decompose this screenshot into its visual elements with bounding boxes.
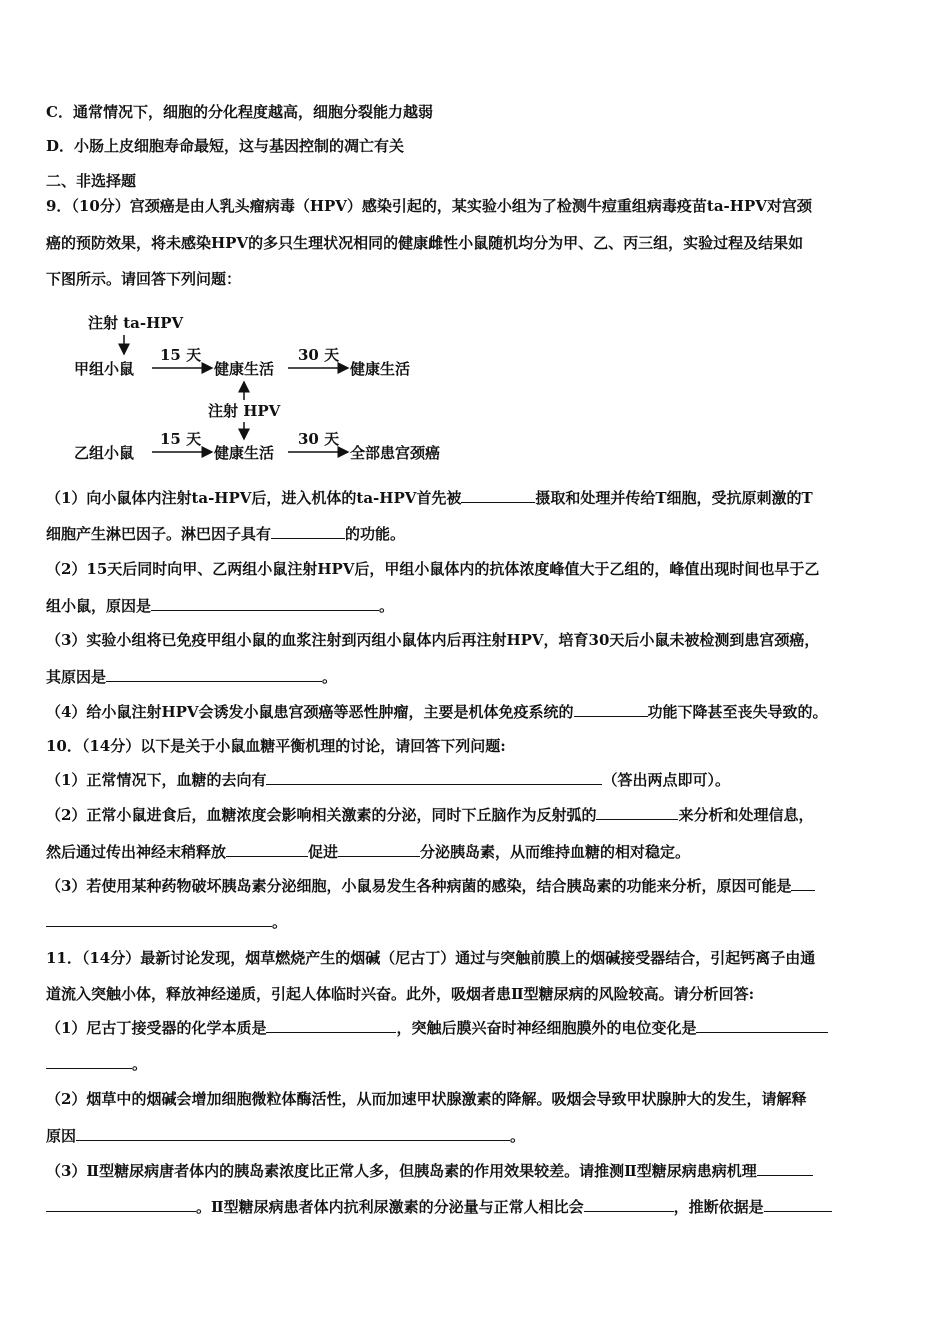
q11-intro-line2: 道流入突触小体，释放神经递质，引起人体临时兴奋。此外，吸烟者患Ⅱ型糖尿病的风险较高。请分析回答: <box>46 985 755 1003</box>
experiment-diagram <box>72 308 472 468</box>
q11-part2-line1: （2）烟草中的烟碱会增加细胞微粒体酶活性，从而加速甲状腺激素的降解。吸烟会导致甲状腺肿大的发生，请解释 <box>46 1090 807 1108</box>
answer-blank[interactable] <box>696 1018 828 1033</box>
diagram-all-cancer: 全部患宫颈癌 <box>350 444 441 462</box>
q10-part1: （1）正常情况下，血糖的去向有 （答出两点即可）。 <box>46 771 730 789</box>
answer-blank[interactable] <box>764 1197 832 1212</box>
diagram-days30-top: 30 天 <box>298 346 340 364</box>
answer-blank[interactable] <box>791 876 815 891</box>
q11-part2-line2: 原因 。 <box>46 1127 526 1145</box>
answer-blank[interactable] <box>574 702 648 717</box>
answer-blank[interactable] <box>271 524 345 539</box>
q9-part4: （4）给小鼠注射HPV会诱发小鼠患宫颈癌等恶性肿瘤，主要是机体免疫系统的 功能下降甚至丧失导致的。 <box>46 703 828 721</box>
q11-part1-line2: 。 <box>46 1054 147 1074</box>
q9-intro-line3: 下图所示。请回答下列问题： <box>46 270 242 288</box>
answer-blank[interactable] <box>226 842 308 857</box>
answer-blank[interactable] <box>46 912 272 927</box>
answer-blank[interactable] <box>266 770 602 785</box>
answer-blank[interactable] <box>46 1197 196 1212</box>
diagram-inject-hpv: 注射 HPV <box>208 402 281 420</box>
q9-part2-line2: 组小鼠，原因是 。 <box>46 597 395 615</box>
q9-part2-line1: （2）15天后同时向甲、乙两组小鼠注射HPV后，甲组小鼠体内的抗体浓度峰值大于乙组的，峰值出现时间也早于乙 <box>46 560 820 578</box>
diagram-healthy-1: 健康生活 <box>214 360 275 378</box>
q9-intro-line2: 癌的预防效果，将未感染HPV的多只生理状况相同的健康雌性小鼠随机均分为甲、乙、丙三组，实验过程及结果如 <box>46 234 804 252</box>
answer-blank[interactable] <box>461 488 535 503</box>
q11-part3-line1: （3）Ⅱ型糖尿病唐者体内的胰岛素浓度比正常人多，但胰岛素的作用效果较差。请推测Ⅱ型糖尿病患病机理 <box>46 1161 813 1181</box>
option-c: C．通常情况下，细胞的分化程度越高，细胞分裂能力越弱 <box>46 103 433 121</box>
q11-intro-line1: 11．（14分）最新讨论发现，烟草燃烧产生的烟碱（尼古丁）通过与突触前膜上的烟碱接受器结合，引起钙离子由通 <box>46 949 816 967</box>
diagram-group-b: 乙组小鼠 <box>74 444 135 462</box>
diagram-healthy-3: 健康生活 <box>214 444 275 462</box>
q11-part1-line1: （1）尼古丁接受器的化学本质是 ，突触后膜兴奋时神经细胞膜外的电位变化是 <box>46 1018 828 1038</box>
q9-part1-line2: 细胞产生淋巴因子。淋巴因子具有 的功能。 <box>46 525 406 543</box>
q10-part3-line1: （3）若使用某种药物破坏胰岛素分泌细胞，小鼠易发生各种病菌的感染，结合胰岛素的功能来分析，原因可能是 <box>46 876 815 896</box>
section-title: 二、非选择题 <box>46 172 137 190</box>
answer-blank[interactable] <box>757 1161 813 1176</box>
q9-part1-line1: （1）向小鼠体内注射ta-HPV后，进入机体的ta-HPV首先被 摄取和处理并传给T细胞，受抗原刺激的T <box>46 489 813 507</box>
answer-blank[interactable] <box>151 596 379 611</box>
option-d: D．小肠上皮细胞寿命最短，这与基因控制的凋亡有关 <box>46 137 405 155</box>
answer-blank[interactable] <box>584 1197 674 1212</box>
q10-part2-line1: （2）正常小鼠进食后，血糖浓度会影响相关激素的分泌，同时下丘脑作为反射弧的 来分析和处理信息， <box>46 806 814 824</box>
diagram-healthy-2: 健康生活 <box>350 360 411 378</box>
q10-part2-line2: 然后通过传出神经末稍释放 促进 分泌胰岛素，从而维持血糖的相对稳定。 <box>46 843 691 861</box>
answer-blank[interactable] <box>596 805 678 820</box>
q9-part3-line2: 其原因是 。 <box>46 668 338 686</box>
answer-blank[interactable] <box>76 1126 510 1141</box>
answer-blank[interactable] <box>338 842 420 857</box>
diagram-days15-bottom: 15 天 <box>160 430 202 448</box>
diagram-days15-top: 15 天 <box>160 346 202 364</box>
diagram-inject-ta-hpv: 注射 ta-HPV <box>88 314 184 332</box>
diagram-group-a: 甲组小鼠 <box>74 360 135 378</box>
q10-part3-line2: 。 <box>46 912 287 932</box>
q11-part3-line2: 。Ⅱ型糖尿病患者体内抗利尿激素的分泌量与正常人相比会 ，推断依据是 <box>46 1197 832 1217</box>
q9-intro-line1: 9．（10分）宫颈癌是由人乳头瘤病毒（HPV）感染引起的，某实验小组为了检测牛痘重组病毒疫苗ta-HPV对宫颈 <box>46 197 812 215</box>
q9-part3-line1: （3）实验小组将已免疫甲组小鼠的血浆注射到丙组小鼠体内后再注射HPV，培育30天后小鼠未被检测到患宫颈癌， <box>46 631 820 649</box>
diagram-days30-bottom: 30 天 <box>298 430 340 448</box>
q10-intro: 10．（14分）以下是关于小鼠血糖平衡机理的讨论，请回答下列问题: <box>46 737 506 755</box>
answer-blank[interactable] <box>46 1054 132 1069</box>
answer-blank[interactable] <box>266 1018 396 1033</box>
answer-blank[interactable] <box>106 667 322 682</box>
